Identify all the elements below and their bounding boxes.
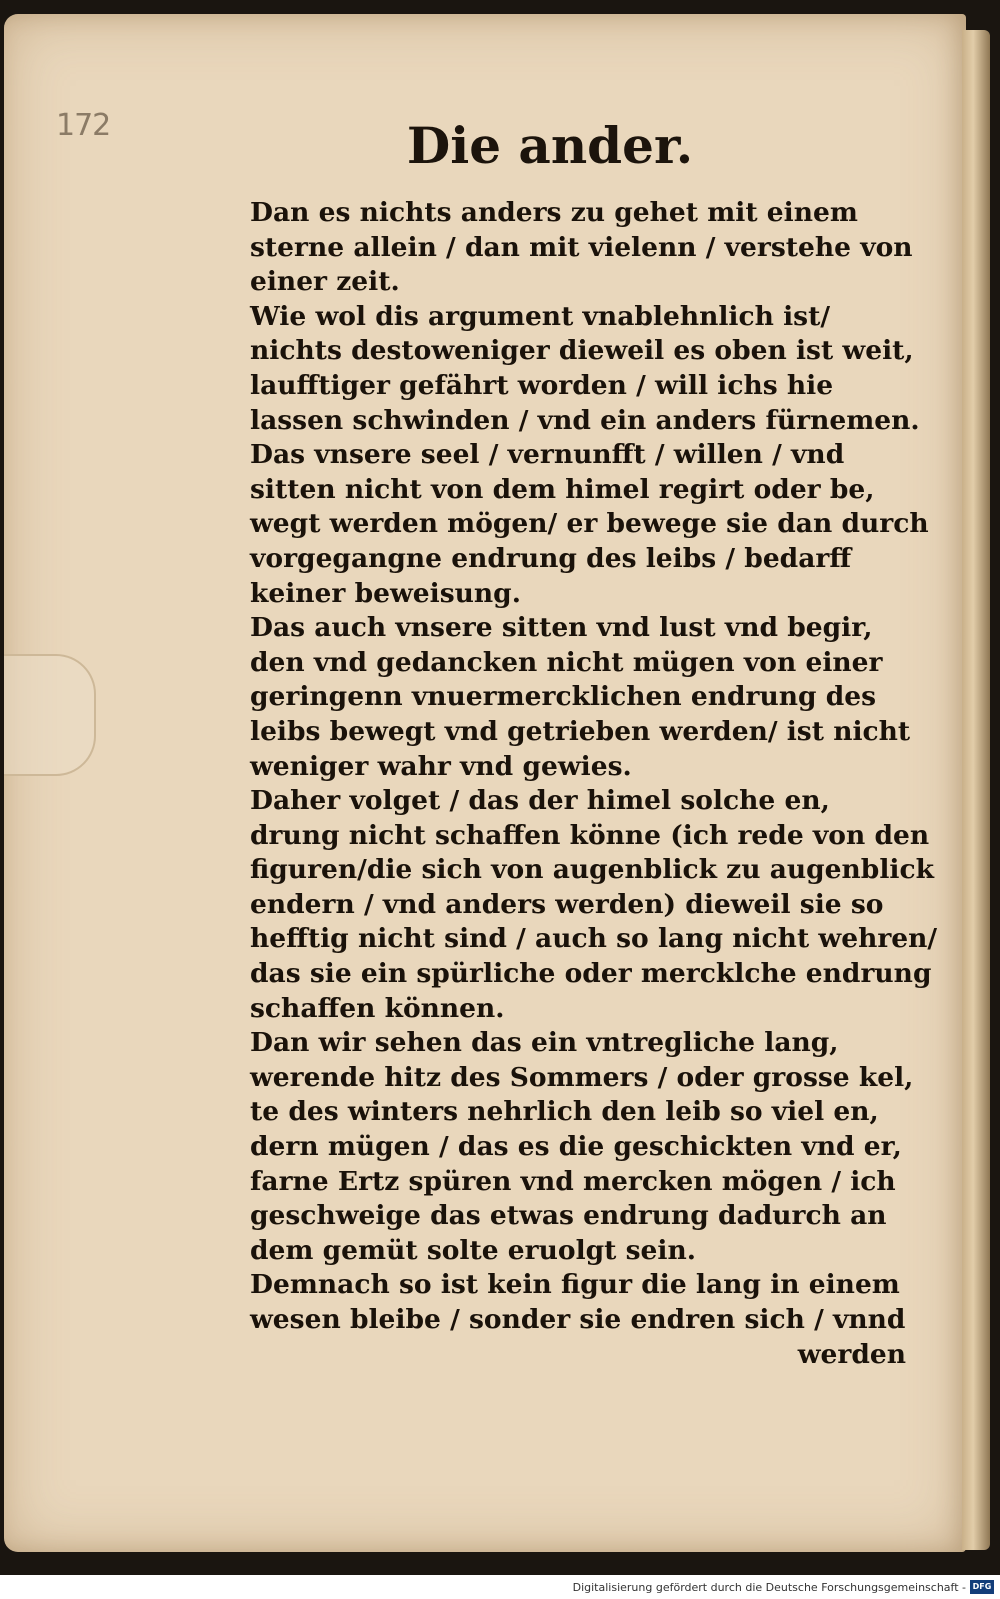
text-line: geringenn vnuermercklichen endrung des <box>250 681 877 713</box>
catchword: werden <box>797 1338 906 1370</box>
text-line: schaffen können. <box>250 992 505 1024</box>
text-line: dern mügen / das es die geschickten vnd er, <box>250 1131 902 1163</box>
text-line: vorgegangne endrung des leibs / bedarff <box>250 542 852 574</box>
text-line: Dan es nichts anders zu gehet mit einem <box>250 197 858 228</box>
text-line: sterne allein / dan mit vielenn / verstehe von <box>250 231 913 263</box>
text-line: weniger wahr vnd gewies. <box>250 750 632 782</box>
page-heading: Die ander. <box>406 116 694 175</box>
dfg-logo: DFG <box>970 1580 994 1594</box>
text-line: sitten nicht von dem himel regirt oder be, <box>250 473 875 505</box>
text-line: Dan wir sehen das ein vntregliche lang, <box>250 1027 839 1059</box>
text-line: dem gemüt solte eruolgt sein. <box>250 1234 696 1266</box>
text-line: Das auch vnsere sitten vnd lust vnd begir, <box>250 612 873 644</box>
text-line: den vnd gedancken nicht mügen von einer <box>250 646 883 678</box>
text-line: wegt werden mögen/ er bewege sie dan durch <box>250 508 929 540</box>
text-line: einer zeit. <box>250 266 400 298</box>
paper-tab <box>4 654 96 776</box>
text-line: Daher volget / das der himel solche en, <box>250 785 830 817</box>
text-line: geschweige das etwas endrung dadurch an <box>250 1200 887 1232</box>
text-line: werende hitz des Sommers / oder grosse kel, <box>250 1061 914 1093</box>
text-line: hefftig nicht sind / auch so lang nicht wehren/ <box>250 923 938 955</box>
folio-number: 172 <box>56 108 111 143</box>
text-line: laufftiger gefährt worden / will ichs hie <box>250 369 834 401</box>
text-line: keiner beweisung. <box>250 577 521 609</box>
text-line: das sie ein spürliche oder mercklche endrung <box>250 958 932 990</box>
text-line: figuren/die sich von augenblick zu augenblick <box>250 854 934 886</box>
text-line: Wie wol dis argument vnablehnlich ist/ <box>250 300 831 332</box>
page-edge <box>962 30 990 1550</box>
book-page <box>4 14 966 1552</box>
text-line: endern / vnd anders werden) dieweil sie so <box>250 888 884 920</box>
text-line: Das vnsere seel / vernunfft / willen / vnd <box>250 439 845 471</box>
digitization-credit: Digitalisierung gefördert durch die Deutsche Forschungsgemeinschaft - <box>0 1576 1000 1599</box>
text-line: farne Ertz spüren vnd mercken mögen / ich <box>250 1165 896 1197</box>
text-line: wesen bleibe / sonder sie endren sich / vnnd <box>250 1304 906 1335</box>
text-line: nichts destoweniger dieweil es oben ist weit, <box>250 335 914 367</box>
text-line: drung nicht schaffen könne (ich rede von den <box>250 819 930 851</box>
text-line: lassen schwinden / vnd ein anders fürnemen. <box>250 404 920 436</box>
body-text <box>250 196 938 1372</box>
text-line: leibs bewegt vnd getrieben werden/ ist nicht <box>250 715 911 747</box>
text-line: Demnach so ist kein figur die lang in einem <box>250 1269 900 1301</box>
text-line: te des winters nehrlich den leib so viel en, <box>250 1096 879 1128</box>
